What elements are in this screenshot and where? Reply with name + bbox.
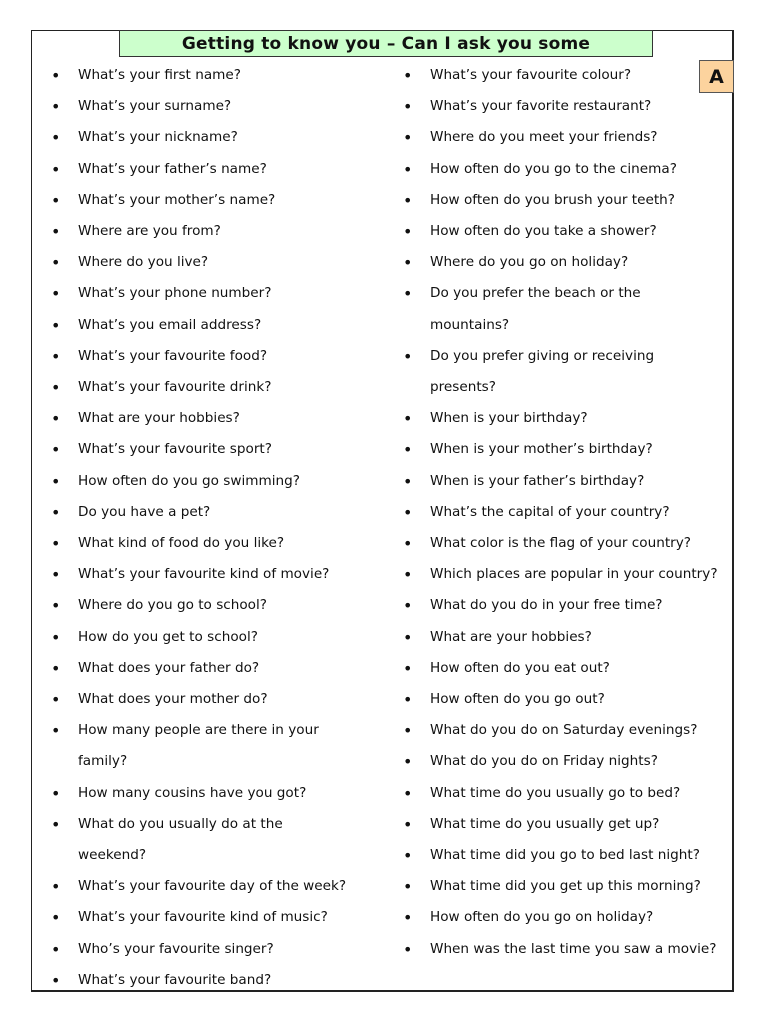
question-item: • What are your hobbies? xyxy=(50,403,380,434)
question-item: • Do you prefer the beach or the mountains? xyxy=(402,278,660,340)
question-item: • What kind of food do you like? xyxy=(50,528,380,559)
question-item: • What’s your mother’s name? xyxy=(50,185,380,216)
question-item: • What’s your favourite kind of music? xyxy=(50,902,380,933)
left-question-list xyxy=(50,60,380,996)
worksheet-title: Getting to know you – Can I ask you some xyxy=(119,30,653,57)
question-item: • Where do you go to school? xyxy=(50,590,380,621)
question-item: • How often do you go out? xyxy=(402,684,732,715)
worksheet-badge: A xyxy=(699,60,734,93)
question-item: • What’s your favourite colour? xyxy=(402,60,732,91)
question-item: • How many cousins have you got? xyxy=(50,778,380,809)
question-item: • What’s your favourite sport? xyxy=(50,434,380,465)
question-item: • How often do you brush your teeth? xyxy=(402,185,732,216)
question-item: • What time did you go to bed last night? xyxy=(402,840,732,871)
question-item: • What do you usually do at the weekend? xyxy=(50,809,328,871)
question-item: • What color is the flag of your country? xyxy=(402,528,732,559)
question-item: • What’s your first name? xyxy=(50,60,380,91)
question-item: • What’s your father’s name? xyxy=(50,154,380,185)
question-item: • Who’s your favourite singer? xyxy=(50,934,380,965)
question-item: • What’s your favourite kind of movie? xyxy=(50,559,380,590)
question-item: • How often do you go on holiday? xyxy=(402,902,732,933)
question-item: • Do you have a pet? xyxy=(50,497,380,528)
question-item: • When is your mother’s birthday? xyxy=(402,434,732,465)
question-item: • When is your birthday? xyxy=(402,403,732,434)
right-question-list xyxy=(402,60,732,965)
question-item: • What time do you usually get up? xyxy=(402,809,732,840)
question-item: • What do you do on Saturday evenings? xyxy=(402,715,732,746)
question-item: • Where do you meet your friends? xyxy=(402,122,732,153)
question-item: • Where do you go on holiday? xyxy=(402,247,732,278)
question-item: • What do you do on Friday nights? xyxy=(402,746,732,777)
question-item: • What time do you usually go to bed? xyxy=(402,778,732,809)
question-item: • What’s you email address? xyxy=(50,310,380,341)
question-item: • How often do you go swimming? xyxy=(50,466,380,497)
question-item: • Where do you live? xyxy=(50,247,380,278)
question-item: • What does your mother do? xyxy=(50,684,380,715)
question-item: • What’s your nickname? xyxy=(50,122,380,153)
question-item: • How often do you take a shower? xyxy=(402,216,732,247)
question-item: • What’s your surname? xyxy=(50,91,380,122)
question-item: • What are your hobbies? xyxy=(402,622,732,653)
question-item: • When is your father’s birthday? xyxy=(402,466,732,497)
question-item: • How do you get to school? xyxy=(50,622,380,653)
question-item: • What’s your favourite day of the week? xyxy=(50,871,380,902)
question-item: • What time did you get up this morning? xyxy=(402,871,732,902)
question-item: • What’s your favourite band? xyxy=(50,965,380,996)
question-item: • What’s the capital of your country? xyxy=(402,497,732,528)
question-item: • What’s your favorite restaurant? xyxy=(402,91,732,122)
question-item: • What’s your phone number? xyxy=(50,278,380,309)
question-item: • What’s your favourite food? xyxy=(50,341,380,372)
question-item: • What do you do in your free time? xyxy=(402,590,732,621)
question-item: • How often do you go to the cinema? xyxy=(402,154,732,185)
question-item: • Which places are popular in your country? xyxy=(402,559,732,590)
question-item: • When was the last time you saw a movie? xyxy=(402,934,732,965)
question-item: • Do you prefer giving or receiving presents? xyxy=(402,341,660,403)
question-item: • How many people are there in your family? xyxy=(50,715,328,777)
question-item: • Where are you from? xyxy=(50,216,380,247)
question-item: • How often do you eat out? xyxy=(402,653,732,684)
question-item: • What’s your favourite drink? xyxy=(50,372,380,403)
question-item: • What does your father do? xyxy=(50,653,380,684)
